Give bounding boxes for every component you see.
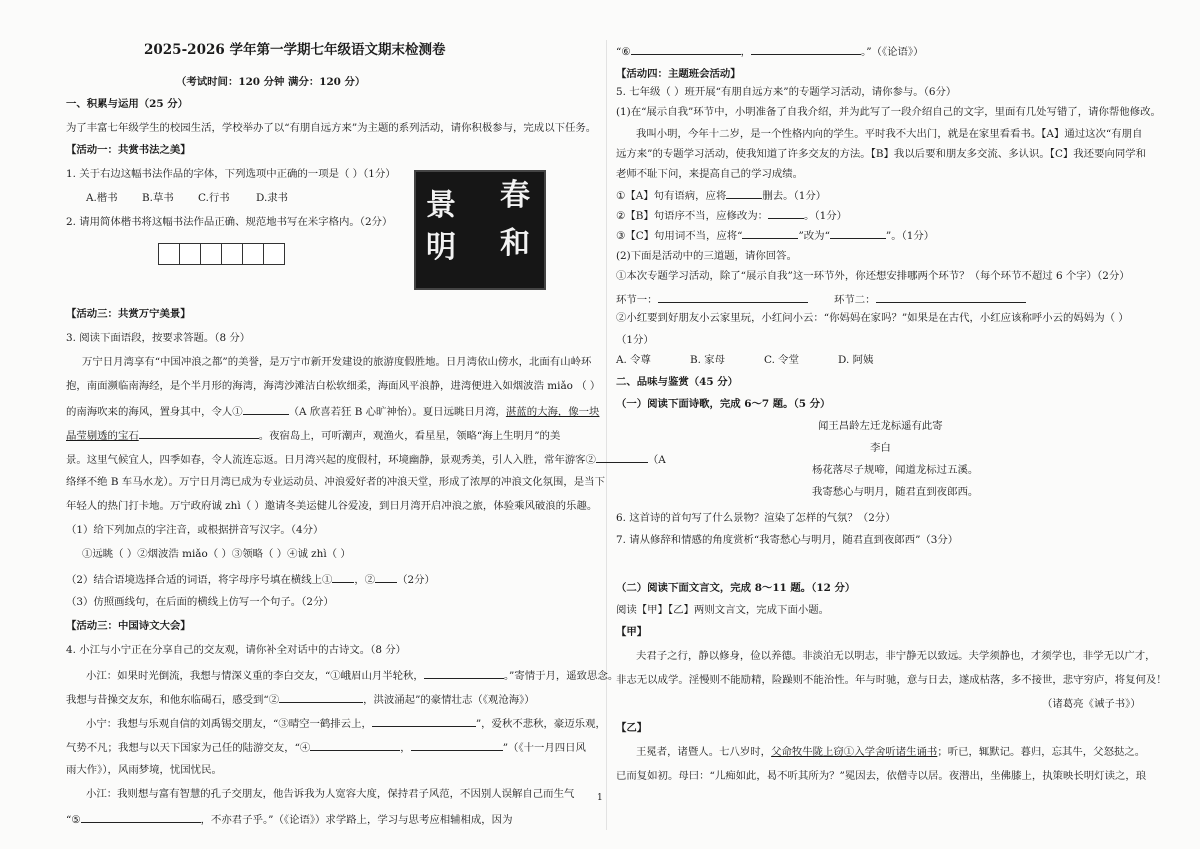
fix-2: ②【B】句语序不当，应修改为： 。（1分） bbox=[616, 210, 848, 222]
link-1: 环节一： bbox=[616, 292, 808, 307]
page-number: 1 bbox=[597, 793, 603, 803]
calligraphy-char: 景 bbox=[426, 188, 456, 223]
question2: 2. 请用简体楷书将这幅书法作品正确、规范地书写在米字格内。（2分） bbox=[66, 216, 393, 228]
activity1-header: 【活动一：共赏书法之美】 bbox=[66, 144, 191, 156]
yi-line-1: 王冕者，诸暨人。七八岁时，父命牧牛陇上窃①入学舍听诸生诵书；听已，辄默记。暮归，忘其牛，父怒挞之。 bbox=[636, 746, 1146, 758]
grid-cell[interactable] bbox=[221, 243, 243, 265]
intro-line-1: 我叫小明，今年十二岁，是一个性格内向的学生。平时我不大出门，就是在家里看看书。【A】通过这次“有朋自 bbox=[636, 128, 1143, 140]
passage-line-4: 晶莹剔透的宝石 。夜宿岛上，可听潮声，观渔火，看星星，领略“海上生明月”的美 bbox=[66, 430, 561, 442]
q1-option-b: B.草书 bbox=[142, 192, 174, 204]
section2-part2: （二）阅读下面文言文，完成 8～11 题。（12 分） bbox=[616, 582, 856, 594]
passage-line-7: 年轻人的热门打卡地。万宁政府诚 zhì（ ）邀请冬美运健儿谷爱凌，到日月湾开启冲浪之旅，体验乘风破浪的乐趣。 bbox=[66, 500, 598, 512]
intro-line-2: 远方来”的专题学习活动，使我知道了许多交友的方法。【B】我以后要和朋友多交流、多认识。【C】我还要向同学和 bbox=[616, 148, 1147, 160]
text-yi-label: 【乙】 bbox=[616, 722, 648, 734]
writing-grid bbox=[158, 243, 284, 265]
dialogue-line-2: 我想与昔操交友东，和他东临碣石，感受到“② ，洪波涌起”的豪情壮志（《观沧海》） bbox=[66, 694, 535, 706]
activity3-header: 【活动三：共赏万宁美景】 bbox=[66, 308, 191, 320]
q5-option-b: B. 家母 bbox=[690, 354, 726, 366]
poem-author: 李白 bbox=[870, 442, 891, 454]
question5-2-2: ②小红要到好朋友小云家里玩，小红问小云：“你妈妈在家吗？”如果是在古代，小红应该称呼小云的妈妈为（ ） bbox=[616, 312, 1129, 324]
jia-source: （诸葛亮《诫子书》） bbox=[1042, 698, 1141, 710]
poem-title: 闻王昌龄左迁龙标遥有此寄 bbox=[818, 420, 943, 432]
question6: 6. 这首诗的首句写了什么景物？渲染了怎样的气氛？（2分） bbox=[616, 512, 896, 524]
dialogue-line-5: 雨大作》），风雨梦境，忧国忧民。 bbox=[66, 764, 222, 776]
calligraphy-char: 春 bbox=[500, 178, 530, 213]
question3: 3. 阅读下面语段，按要求答题。（8 分） bbox=[66, 332, 251, 344]
text-jia-label: 【甲】 bbox=[616, 626, 648, 638]
q1-option-c: C.行书 bbox=[198, 192, 230, 204]
dialogue-line-6: 小江：我则想与富有智慧的孔子交朋友，他告诉我为人宽容大度，保持君子风范，不因别人误解自己而生气 bbox=[86, 788, 575, 800]
fix-3: ③【C】句用词不当，应将“ ”改为“ ”。（1分） bbox=[616, 230, 935, 242]
underlined-sentence: 湛蓝的大海，像一块 bbox=[505, 406, 600, 418]
intro-line-3: 老师不耻下问，来提高自己的学习成绩。 bbox=[616, 168, 804, 180]
link-2: 环节二： bbox=[834, 292, 1026, 307]
question5-2: (2)下面是活动中的三道题，请你回答。 bbox=[616, 250, 797, 262]
q5-option-d: D. 阿姨 bbox=[838, 354, 874, 366]
yi-line-2: 已而复如初。母曰：“儿痴如此，曷不听其所为？”冕因去，依僧寺以居。夜潜出，坐佛膝上，执策映长明灯读之，琅 bbox=[616, 770, 1147, 782]
fix-1: ①【A】句有语病，应将 删去。（1分） bbox=[616, 190, 827, 202]
quote-6-line: “⑥ ， 。”（《论语》） bbox=[616, 46, 924, 58]
calligraphy-char: 和 bbox=[500, 226, 530, 261]
dialogue-line-3: 小宁：我想与乐观自信的刘禹锡交朋友，“③晴空一鹤排云上， ”，爱秋不悲秋，豪迈乐观， bbox=[86, 718, 606, 730]
question3-3: （3）仿照画线句，在后面的横线上仿写一个句子。（2分） bbox=[66, 596, 334, 608]
section1-intro: 为了丰富七年级学生的校园生活，学校举办了以“有朋自远方来”为主题的系列活动，请你积极参与，完成以下任务。 bbox=[66, 122, 597, 134]
question3-2: （2）结合语境选择合适的词语，将字母序号填在横线上① ，② （2分） bbox=[66, 574, 435, 586]
q5-option-a: A. 令尊 bbox=[616, 354, 651, 366]
calligraphy-artwork bbox=[414, 170, 546, 290]
grid-cell[interactable] bbox=[200, 243, 222, 265]
section2-part1: （一）阅读下面诗歌，完成 6～7 题。（5 分） bbox=[616, 398, 831, 410]
passage-line-2: 抱，南面濒临南海经，是个半月形的海湾，海湾沙滩洁白松软细柔，海面风平浪静，进湾便进入如烟波浩 miǎo （ ） bbox=[66, 380, 601, 392]
question3-1-items: ①远眺（ ）②烟波浩 miǎo（ ）③领略（ ）④诚 zhì（ ） bbox=[82, 548, 351, 560]
passage-line-6: 络绎不绝 B 车马水龙）。万宁日月湾已成为专业运动员、冲浪爱好者的冲浪天堂，形成了浓厚的冲浪文化氛围，是当下 bbox=[66, 476, 605, 488]
section1-header: 一、积累与运用（25 分） bbox=[66, 98, 188, 110]
q1-option-a: A.楷书 bbox=[86, 192, 118, 204]
grid-cell[interactable] bbox=[242, 243, 264, 265]
passage-line-3: 的南海吹来的海风，置身其中，令人① （A 欣喜若狂 B 心旷神怡）。夏日远眺日月湾，湛蓝的大海，像一块 bbox=[66, 406, 600, 418]
poem-line-2: 我寄愁心与明月，随君直到夜郎西。 bbox=[812, 486, 979, 498]
poem-line-1: 杨花落尽子规啼，闻道龙标过五溪。 bbox=[812, 464, 979, 476]
activity-poem-header: 【活动三：中国诗文大会】 bbox=[66, 620, 191, 632]
passage-line-1: 万宁日月湾享有“中国冲浪之都”的美誉，是万宁市新开发建设的旅游度假胜地。日月湾依山傍水，北面有山岭环 bbox=[82, 356, 592, 368]
section2-header: 二、品味与鉴赏（45 分） bbox=[616, 376, 738, 388]
grid-cell[interactable] bbox=[263, 243, 285, 265]
question7: 7. 请从修辞和情感的角度赏析“我寄愁心与明月，随君直到夜郎西”（3分） bbox=[616, 534, 959, 546]
question5-2-1: ①本次专题学习活动，除了“展示自我”这一环节外，你还想安排哪两个环节？（每个环节不超过 6 个字）（2分） bbox=[616, 270, 1130, 282]
passage-line-5: 景。这里气候宜人，四季如春，令人流连忘返。日月湾兴起的度假村，环境幽静，景观秀美，引人入胜，常年游客② （A bbox=[66, 454, 666, 466]
dialogue-line-7: “⑤ ，不亦君子乎。”（《论语》）求学路上，学习与思考应相辅相成，因为 bbox=[66, 814, 513, 826]
column-divider bbox=[606, 40, 607, 830]
question5: 5. 七年级（ ）班开展“有朋自远方来”的专题学习活动，请你参与。（6分） bbox=[616, 86, 957, 98]
question5-1: (1)在“展示自我”环节中，小明准备了自我介绍，并为此写了一段介绍自己的文字，里面有几处写错了，请你帮他修改。 bbox=[616, 106, 1161, 118]
underlined-sentence: 父命牧牛陇上窃①入学舍听诸生诵书 bbox=[771, 746, 938, 758]
question4: 4. 小江与小宁正在分享自己的交友观，请你补全对话中的古诗文。（8 分） bbox=[66, 644, 407, 656]
exam-info: （考试时间：120 分钟 满分：120 分） bbox=[176, 76, 366, 88]
grid-cell[interactable] bbox=[158, 243, 180, 265]
question5-2-2-points: （1分） bbox=[616, 334, 654, 346]
grid-cell[interactable] bbox=[179, 243, 201, 265]
question3-1: （1）给下列加点的字注音，或根据拼音写汉字。（4分） bbox=[66, 524, 324, 536]
reading-instruction: 阅读【甲】【乙】两则文言文，完成下面小题。 bbox=[616, 604, 830, 616]
q1-option-d: D.隶书 bbox=[256, 192, 289, 204]
exam-title: 2025-2026 学年第一学期七年级语文期末检测卷 bbox=[144, 42, 446, 58]
jia-line-1: 夫君子之行，静以修身，俭以养德。非淡泊无以明志，非宁静无以致远。夫学须静也，才须学也，非学无以广才， bbox=[636, 650, 1156, 662]
q5-option-c: C. 令堂 bbox=[764, 354, 799, 366]
jia-line-2: 非志无以成学。淫慢则不能励精，险躁则不能治性。年与时驰，意与日去，遂成枯落，多不接世，悲守穷庐，将复何及！ bbox=[616, 674, 1167, 686]
activity4-header: 【活动四：主题班会活动】 bbox=[616, 68, 741, 80]
calligraphy-char: 明 bbox=[426, 230, 456, 265]
question1: 1. 关于右边这幅书法作品的字体，下列选项中正确的一项是（ ）（1分） bbox=[66, 168, 396, 180]
dialogue-line-1: 小江：如果时光倒流，我想与情深义重的李白交友，“①峨眉山月半轮秋， 。”寄情于月，遥致思念。 bbox=[86, 670, 619, 682]
dialogue-line-4: 气势不凡；我想与以天下国家为己任的陆游交友，“④ ， ”（《十一月四日风 bbox=[66, 742, 586, 754]
